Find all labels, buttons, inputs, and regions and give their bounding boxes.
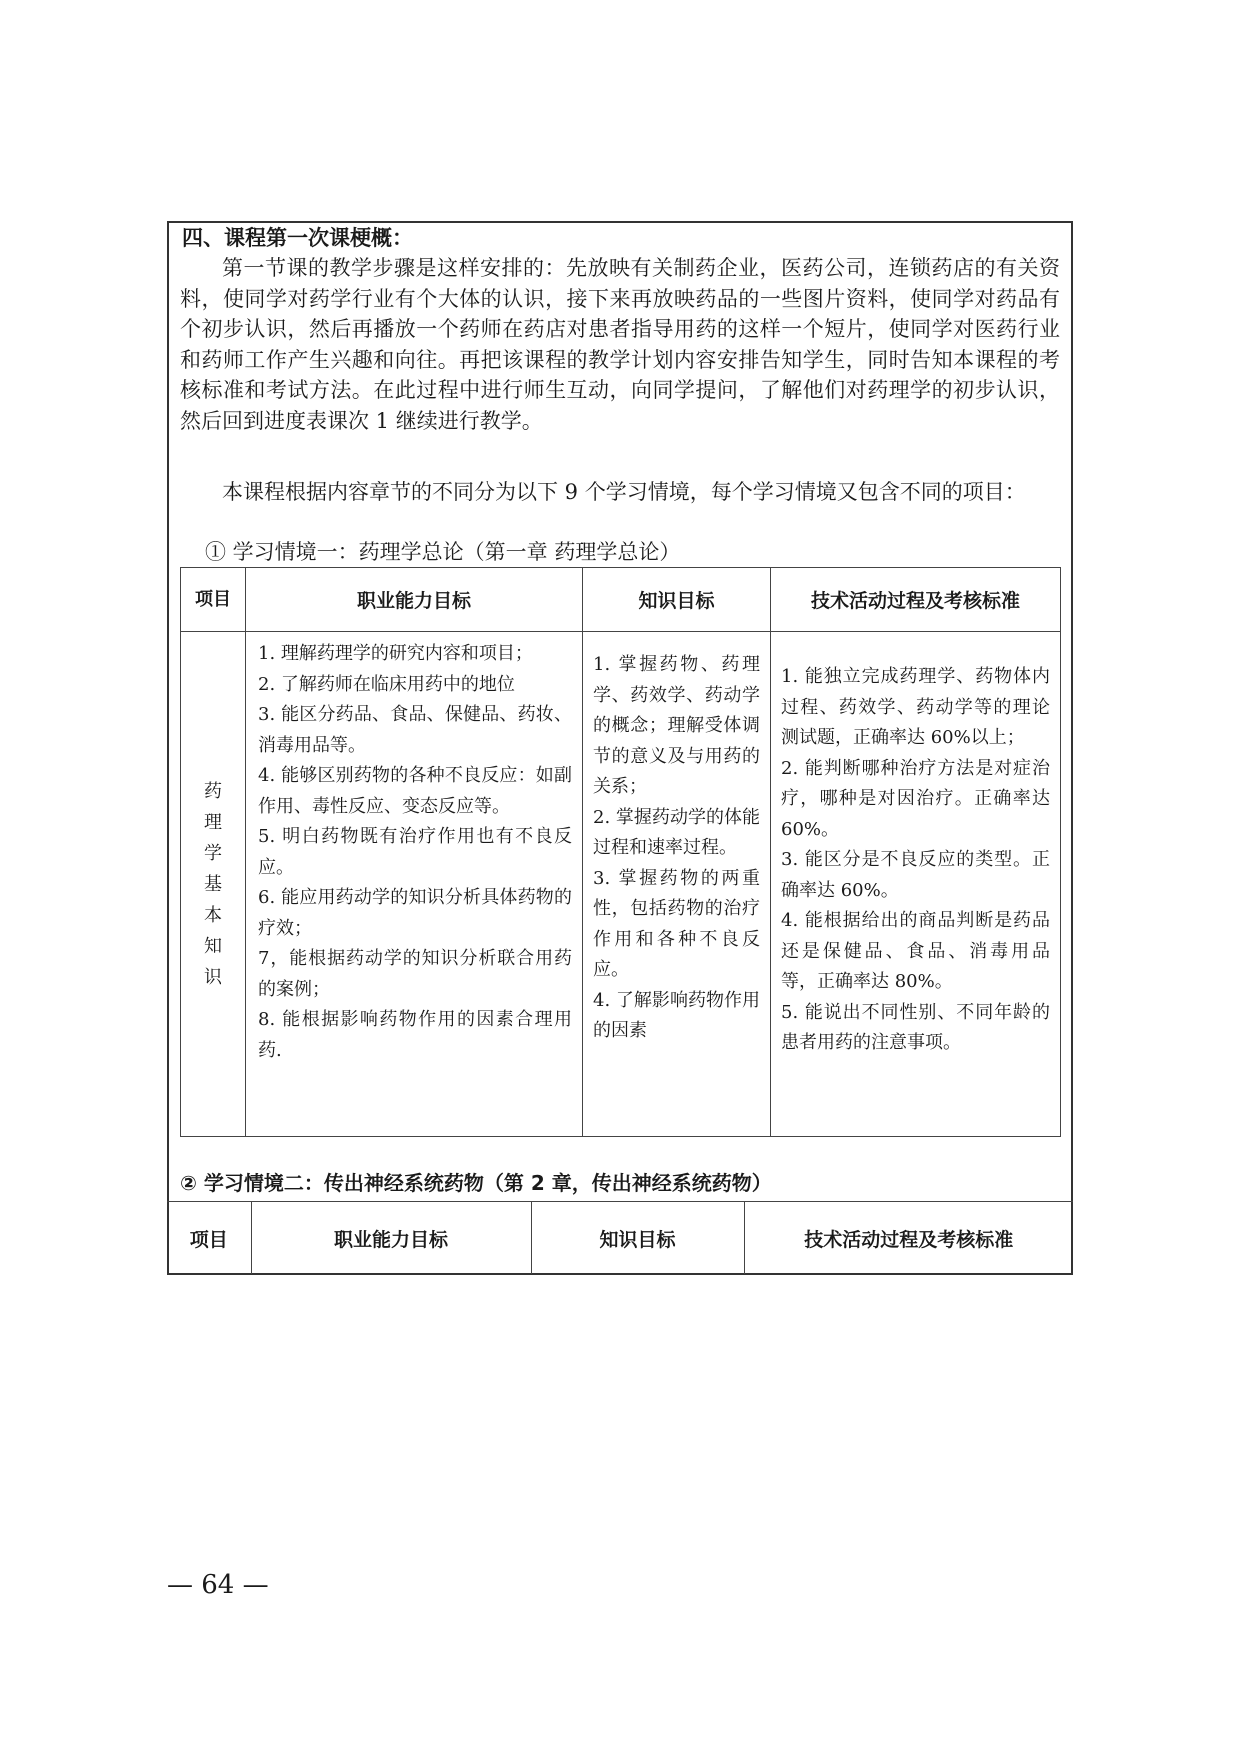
header-ability: 职业能力目标 bbox=[246, 568, 583, 632]
header-activity: 技术活动过程及考核标准 bbox=[771, 568, 1061, 632]
intro-paragraph: 第一节课的教学步骤是这样安排的：先放映有关制药企业，医药公司，连锁药店的有关资料，使同学对药学行业有个大体的认识，接下来再放映药品的一些图片资料，使同学对药品有个初步认识，然后再播放一个药师在药店对患者指导用药的这样一个短片，使同学对医药行业和药师工作产生兴趣和向往。再把该课程的教学计划内容安排告知学生，同时告知本课程的考核标准和考试方法。在此过程中进行师生互动，向同学提问，了解他们对药理学的初步认识，然后回到进度表课次 1 继续进行教学。 bbox=[180, 256, 1060, 433]
activity-cell bbox=[771, 632, 1061, 1137]
list-item: 3. 掌握药物的两重性，包括药物的治疗作用和各种不良反应。 bbox=[593, 867, 760, 980]
situations-paragraph: 本课程根据内容章节的不同分为以下 9 个学习情境，每个学习情境又包含不同的项目： bbox=[222, 480, 1026, 504]
list-item: 4. 了解影响药物作用的因素 bbox=[593, 989, 760, 1041]
page-number: — 64 — bbox=[167, 1570, 269, 1600]
list-item: 3. 能区分是不良反应的类型。正确率达 60%。 bbox=[781, 849, 1050, 901]
list-item: 1. 理解药理学的研究内容和项目； bbox=[258, 643, 533, 664]
list-item: 2. 了解药师在临床用药中的地位 bbox=[258, 673, 515, 695]
ability-list bbox=[258, 639, 572, 1066]
knowledge-list bbox=[593, 650, 760, 1047]
header-knowledge: 知识目标 bbox=[531, 1202, 744, 1274]
list-item: 7，能根据药动学的知识分析联合用药的案例； bbox=[258, 948, 572, 1000]
list-item: 1. 掌握药物、药理学、药效学、药动学的概念；理解受体调节的意义及与用药的关系； bbox=[593, 654, 760, 797]
situation2-table bbox=[167, 1202, 1073, 1274]
list-item: 5. 能说出不同性别、不同年龄的患者用药的注意事项。 bbox=[781, 1001, 1050, 1053]
knowledge-cell bbox=[583, 632, 771, 1137]
situation1-table bbox=[180, 567, 1061, 1137]
list-item: 3. 能区分药品、食品、保健品、药妆、消毒用品等。 bbox=[258, 704, 572, 756]
list-item: 4. 能根据给出的商品判断是药品还是保健品、食品、消毒用品等，正确率达 80%。 bbox=[781, 910, 1050, 992]
list-item: 2. 能判断哪种治疗方法是对症治疗，哪种是对因治疗。正确率达 60%。 bbox=[781, 757, 1050, 840]
list-item: 8. 能根据影响药物作用的因素合理用药. bbox=[258, 1009, 572, 1061]
list-item: 4. 能够区别药物的各种不良反应：如副作用、毒性反应、变态反应等。 bbox=[258, 765, 572, 817]
header-activity: 技术活动过程及考核标准 bbox=[744, 1202, 1073, 1274]
section-heading: 四、课程第一次课梗概： bbox=[182, 226, 413, 250]
header-knowledge: 知识目标 bbox=[583, 568, 771, 632]
row-item-label: 药理学基本知识 bbox=[204, 780, 222, 988]
list-item: 2. 掌握药动学的体能过程和速率过程。 bbox=[593, 806, 760, 858]
table-header-row bbox=[181, 568, 1061, 632]
header-ability: 职业能力目标 bbox=[251, 1202, 531, 1274]
situation2-title: ② 学习情境二：传出神经系统药物（第 2 章，传出神经系统药物） bbox=[180, 1171, 772, 1195]
table-header-row bbox=[167, 1202, 1073, 1274]
ability-cell bbox=[246, 632, 583, 1137]
list-item: 6. 能应用药动学的知识分析具体药物的疗效； bbox=[258, 887, 572, 939]
activity-list bbox=[781, 662, 1050, 1059]
situation1-title: ① 学习情境一：药理学总论（第一章 药理学总论） bbox=[205, 540, 681, 564]
row-item-cell bbox=[181, 632, 246, 1137]
list-item: 1. 能独立完成药理学、药物体内过程、药效学、药动学等的理论测试题，正确率达 60%以上； bbox=[781, 666, 1050, 748]
header-item: 项目 bbox=[181, 568, 246, 632]
table-row bbox=[181, 632, 1061, 1137]
list-item: 5. 明白药物既有治疗作用也有不良反应。 bbox=[258, 826, 572, 878]
header-item: 项目 bbox=[189, 1228, 228, 1251]
